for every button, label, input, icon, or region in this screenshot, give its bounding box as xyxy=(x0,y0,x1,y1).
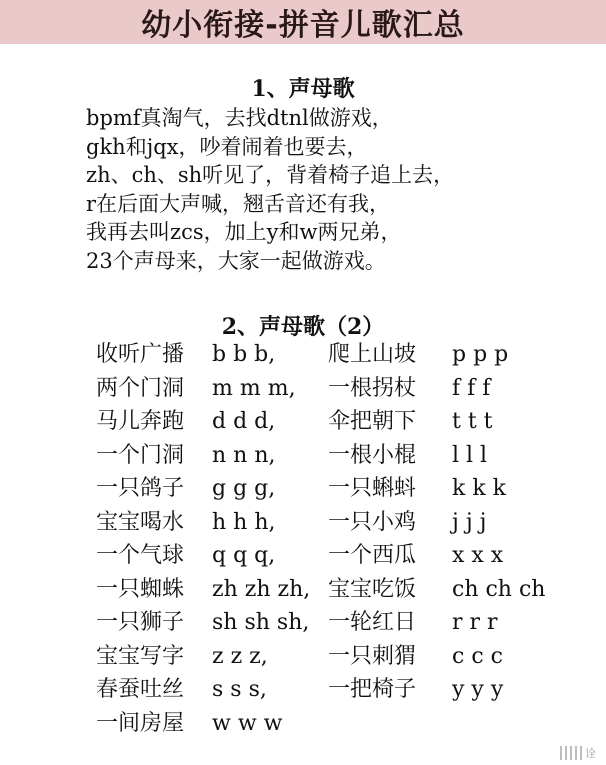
sound-right: j j j xyxy=(452,509,487,535)
sound-right: l l l xyxy=(452,442,488,468)
sound-right: y y y xyxy=(452,677,504,702)
phrase-right: 一只蝌蚪 xyxy=(328,476,417,501)
section1-poem xyxy=(86,104,454,275)
header-banner xyxy=(0,0,606,44)
phrase-right: 一把椅子 xyxy=(328,677,417,702)
sound-right: x x x xyxy=(452,543,504,568)
sound-left: n n n, xyxy=(212,442,276,468)
sound-right: k k k xyxy=(452,476,506,501)
watermark-bar-icon xyxy=(570,746,572,760)
sound-right: f f f xyxy=(452,375,491,401)
phrase-left: 一只蜘蛛 xyxy=(96,576,185,602)
phrase-right: 一个西瓜 xyxy=(328,543,417,568)
phrase-left: 两个门洞 xyxy=(96,375,185,401)
phrase-left: 收听广播 xyxy=(96,342,185,367)
page-title: 幼小衔接-拼音儿歌汇总 xyxy=(141,8,465,43)
watermark-bar-icon xyxy=(575,746,577,760)
phrase-right: 一根拐杖 xyxy=(328,375,417,401)
phrase-right: 一只刺猬 xyxy=(328,643,417,669)
phrase-left: 一间房屋 xyxy=(96,710,185,736)
sound-left: z z z, xyxy=(212,643,268,669)
phrase-right: 伞把朝下 xyxy=(328,409,417,434)
poem-line: 我再去叫zcs，加上y和w两兄弟， xyxy=(86,220,402,244)
phrase-right: 爬上山坡 xyxy=(328,342,417,367)
sound-left: h h h, xyxy=(212,509,276,535)
sound-left: d d d, xyxy=(212,409,276,434)
sound-left: m m m, xyxy=(212,375,296,401)
phrase-right: 一轮红日 xyxy=(328,610,417,635)
phrase-left: 马儿奔跑 xyxy=(96,409,185,434)
watermark xyxy=(560,745,596,761)
watermark-text: 诠 xyxy=(585,747,596,760)
sound-right: t t t xyxy=(452,409,493,434)
sound-left: zh zh zh, xyxy=(212,576,311,602)
poem-line: bpmf真淘气，去找dtnl做游戏， xyxy=(86,106,393,130)
phrase-right: 宝宝吃饭 xyxy=(328,576,417,602)
sound-right: p p p xyxy=(452,342,509,367)
section2-title: 2、声母歌（2） xyxy=(221,314,385,340)
phrase-right: 一根小棍 xyxy=(328,442,417,468)
sound-right: r r r xyxy=(452,610,498,635)
phrase-left: 一个门洞 xyxy=(96,442,185,468)
phrase-left: 一只鸽子 xyxy=(96,476,185,501)
sound-left: s s s, xyxy=(212,677,267,702)
watermark-bar-icon xyxy=(560,746,562,760)
sound-left: sh sh sh, xyxy=(212,610,310,635)
sound-right: ch ch ch xyxy=(452,576,546,602)
watermark-bar-icon xyxy=(580,746,582,760)
section1-title: 1、声母歌 xyxy=(251,76,355,102)
sound-left: g g g, xyxy=(212,476,276,501)
sound-left: q q q, xyxy=(212,543,276,568)
watermark-bar-icon xyxy=(565,746,567,760)
poem-line: zh、ch、sh听见了，背着椅子追上去， xyxy=(86,163,455,187)
phrase-right: 一只小鸡 xyxy=(328,509,417,535)
poem-line: gkh和jqx，吵着闹着也要去， xyxy=(86,134,368,159)
poem-line: r在后面大声喊，翘舌音还有我， xyxy=(86,191,391,216)
poem-line: 23个声母来，大家一起做游戏。 xyxy=(86,248,386,273)
sound-left: b b b, xyxy=(212,342,276,367)
phrase-left: 春蚕吐丝 xyxy=(96,677,185,702)
phrase-left: 宝宝写字 xyxy=(96,643,185,669)
phrase-left: 一只狮子 xyxy=(96,610,185,635)
phrase-left: 宝宝喝水 xyxy=(96,509,185,535)
phrase-left: 一个气球 xyxy=(96,543,185,568)
sound-right: c c c xyxy=(452,643,503,669)
sound-left: w w w xyxy=(212,710,283,736)
